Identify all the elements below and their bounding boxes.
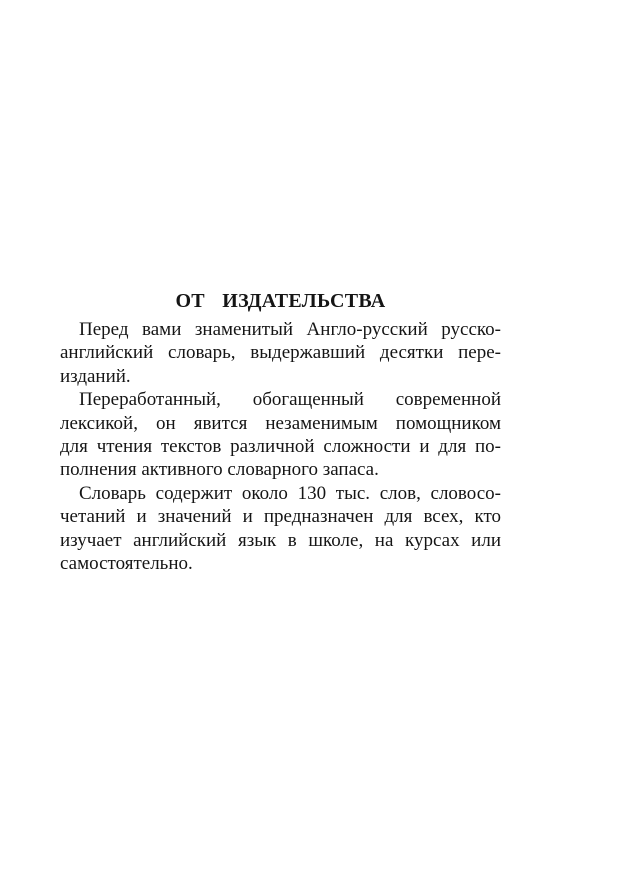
text-line: Переработанный, обогащенный современной [79,389,501,411]
text-line: английский словарь, выдержавший десятки пере- [60,342,501,364]
paragraph [60,482,501,576]
text-line: для чтения текстов различной сложности и для по- [60,435,501,457]
text-line: изучает английский язык в школе, на курсах или [60,529,501,551]
text-line: лексикой, он явится незаменимым помощником [60,412,501,434]
text-line: самостоятельно. [60,552,193,574]
paragraph [60,388,501,482]
text-line: изданий. [60,365,131,387]
text-line: Словарь содержит около 130 тыс. слов, словосо- [79,482,501,504]
text-column [60,289,501,575]
text-line: четаний и значений и предназначен для всех, кто [60,506,501,528]
page-title: ОТ ИЗДАТЕЛЬСТВА [175,290,386,312]
paragraph [60,318,501,388]
text-line: полнения активного словарного запаса. [60,459,379,481]
paragraphs [60,318,501,575]
text-line: Перед вами знаменитый Англо-русский русско- [79,319,501,340]
